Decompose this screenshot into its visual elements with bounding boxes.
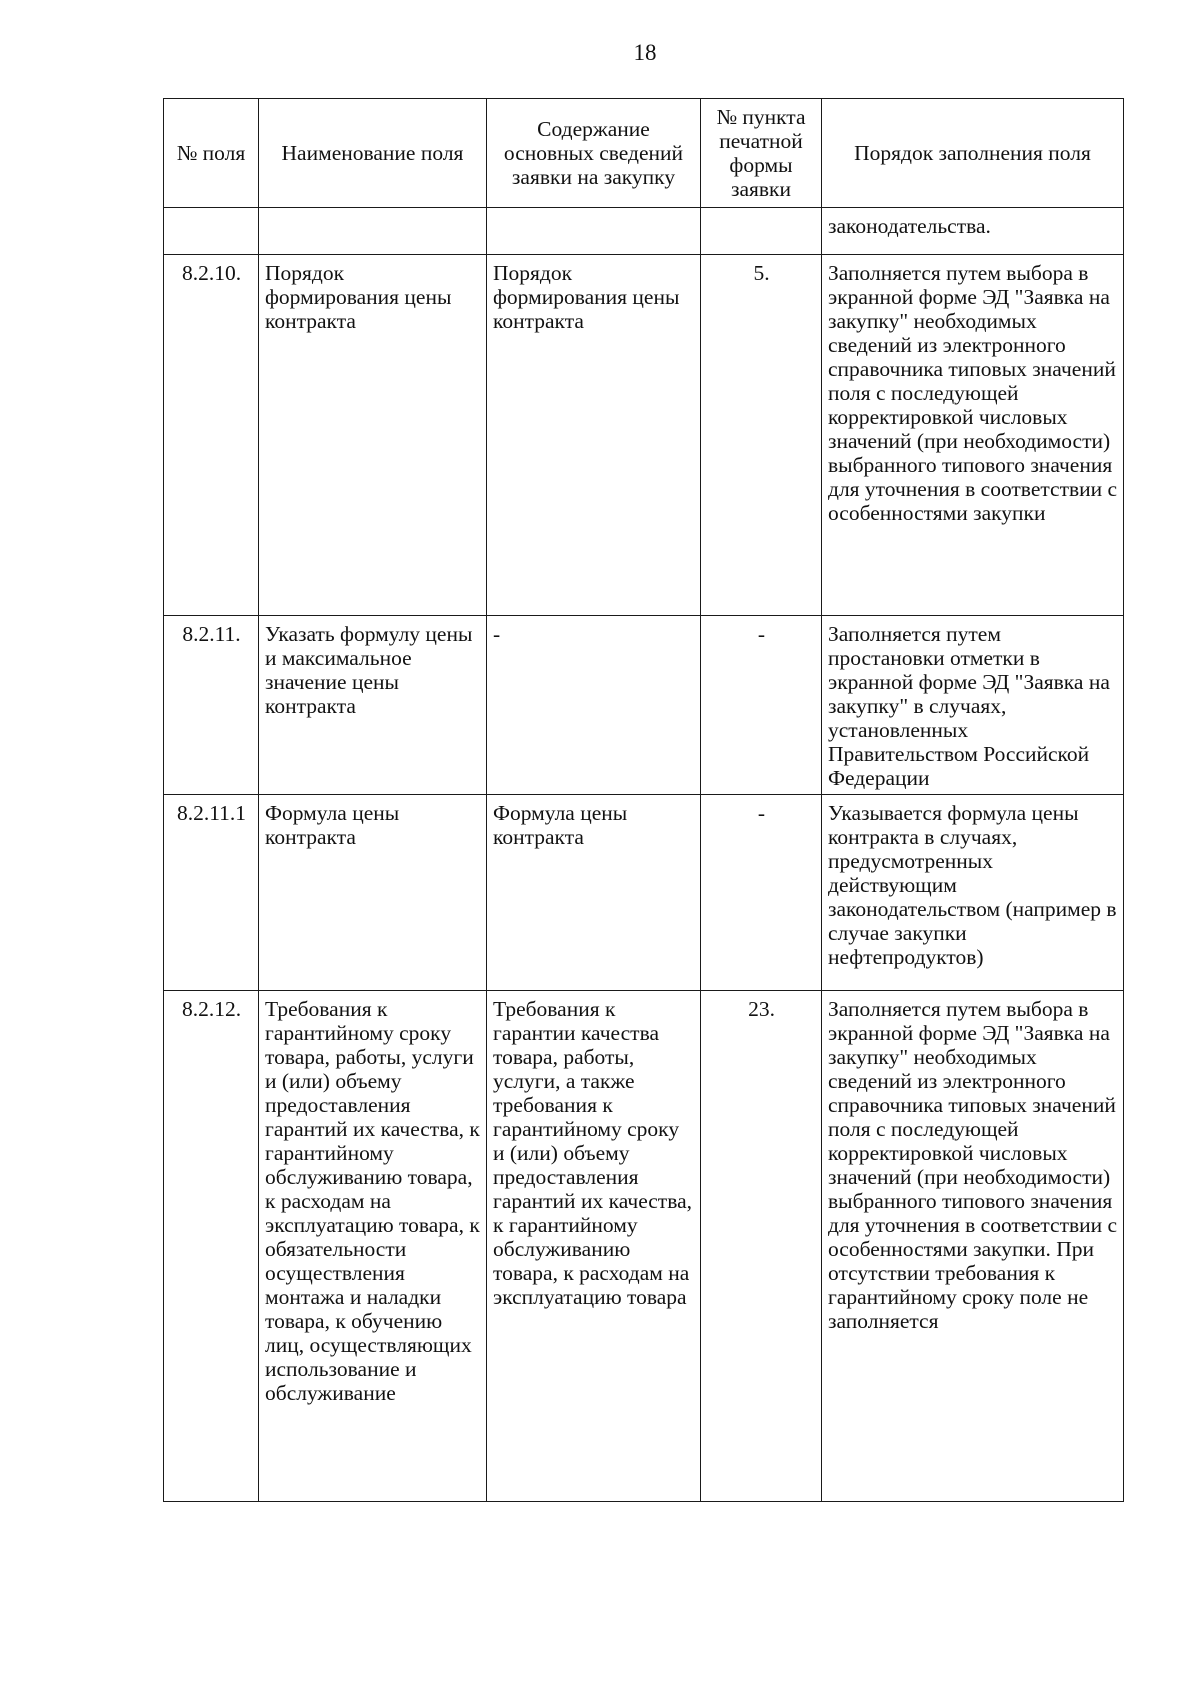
cell-fill-order: Заполняется путем выбора в экранной форме ЭД "Заявка на закупку" необходимых сведений из электронного справочника типовых значений поля с последующей корректировкой числовых значений (при необходимости) выбранного типового значения для уточнения в соответствии с особенностями закупки [822, 255, 1124, 616]
cell-field-no [164, 208, 259, 255]
table-row [164, 991, 1124, 1502]
table-row-continuation [164, 208, 1124, 255]
cell-field-name: Формула цены контракта [259, 795, 487, 991]
cell-field-no: 8.2.11. [164, 616, 259, 795]
cell-fill-order: Заполняется путем простановки отметки в экранной форме ЭД "Заявка на закупку" в случаях, установленных Правительством Российской Федерации [822, 616, 1124, 795]
cell-field-no: 8.2.10. [164, 255, 259, 616]
header-field-no: № поля [164, 99, 259, 208]
cell-content [487, 208, 701, 255]
header-print-point: № пункта печатной формы заявки [701, 99, 822, 208]
cell-print-point: - [701, 795, 822, 991]
page-number: 18 [633, 40, 657, 65]
table-header-row [164, 99, 1124, 208]
cell-fill-order: законодательства. [822, 208, 1124, 255]
header-content: Содержание основных сведений заявки на закупку [487, 99, 701, 208]
table-row [164, 255, 1124, 616]
cell-field-no: 8.2.12. [164, 991, 259, 1502]
cell-print-point [701, 208, 822, 255]
cell-fill-order: Указывается формула цены контракта в случаях, предусмотренных действующим законодательством (например в случае закупки нефтепродуктов) [822, 795, 1124, 991]
cell-print-point: 23. [701, 991, 822, 1502]
cell-print-point: 5. [701, 255, 822, 616]
cell-fill-order: Заполняется путем выбора в экранной форме ЭД "Заявка на закупку" необходимых сведений из электронного справочника типовых значений поля с последующей корректировкой числовых значений (при необходимости) выбранного типового значения для уточнения в соответствии с особенностями закупки. При отсутствии требования к гарантийному сроку поле не заполняется [822, 991, 1124, 1502]
header-field-name: Наименование поля [259, 99, 487, 208]
cell-content: Порядок формирования цены контракта [487, 255, 701, 616]
cell-field-name: Указать формулу цены и максимальное значение цены контракта [259, 616, 487, 795]
cell-content: - [487, 616, 701, 795]
cell-field-no: 8.2.11.1 [164, 795, 259, 991]
cell-content: Требования к гарантии качества товара, работы, услуги, а также требования к гарантийному сроку и (или) объему предоставления гарантий их качества, к гарантийному обслуживанию товара, к расходам на эксплуатацию товара [487, 991, 701, 1502]
fields-table [163, 98, 1124, 1502]
cell-content: Формула цены контракта [487, 795, 701, 991]
cell-field-name: Порядок формирования цены контракта [259, 255, 487, 616]
cell-print-point: - [701, 616, 822, 795]
header-fill-order: Порядок заполнения поля [822, 99, 1124, 208]
table-row [164, 795, 1124, 991]
table-row [164, 616, 1124, 795]
cell-field-name: Требования к гарантийному сроку товара, работы, услуги и (или) объему предоставления гарантий их качества, к гарантийному обслуживанию товара, к расходам на эксплуатацию товара, к обязательности осуществления монтажа и наладки товара, к обучению лиц, осуществляющих использование и обслуживание [259, 991, 487, 1502]
cell-field-name [259, 208, 487, 255]
